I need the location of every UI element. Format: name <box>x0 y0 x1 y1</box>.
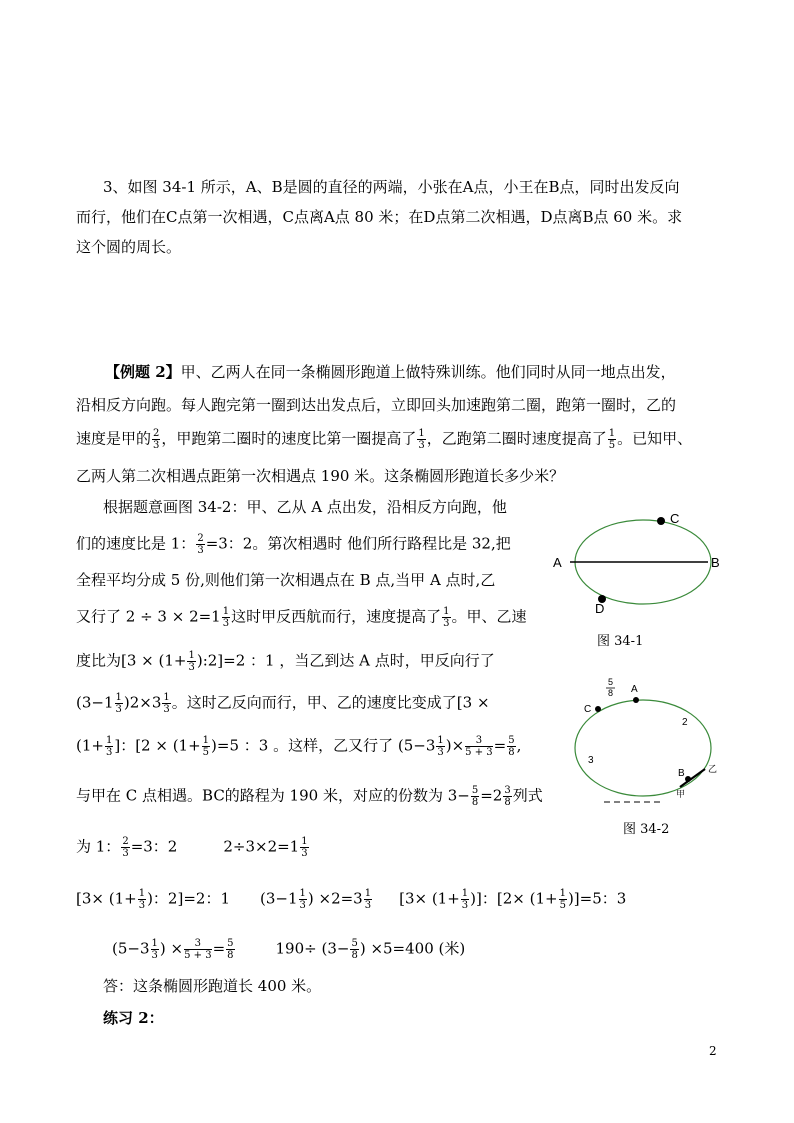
fig2-ellipse <box>575 700 711 796</box>
fraction: $\frac{1}{3}$ <box>188 650 195 673</box>
fraction: $\frac{3}{8}$ <box>504 785 511 808</box>
example2-tag: 【例题 2】 <box>105 363 181 381</box>
fraction: $\frac{5}{8}$ <box>227 938 234 961</box>
fraction: $\frac{1}{3}$ <box>138 888 146 911</box>
example2-line1 <box>105 362 676 382</box>
problem3-line2: 而行，他们在C点第一次相遇，C点离A点 80 米；在D点第二次相遇，D点离B点 60 米。求 <box>76 208 683 226</box>
sol-line2: 们的速度比是 1： $\frac{2}{3}$ =3：2。第次相遇时 他们所行路程比是 32,把 <box>76 533 511 556</box>
fraction: $\frac{5}{8}$ <box>471 785 479 808</box>
fraction: $\frac{1}{3}$ <box>115 692 122 715</box>
fraction: $\frac{1}{3}$ <box>301 836 308 859</box>
fraction: $\frac{1}{3}$ <box>437 735 444 758</box>
fig2-label-jia: 甲 <box>676 789 686 799</box>
sol-line3: 全程平均分成 5 份,则他们第一次相遇点在 B 点,当甲 A 点时,乙 <box>76 571 496 589</box>
fraction: $\frac{2}{3}$ <box>122 836 129 859</box>
fraction: $\frac{1}{3}$ <box>105 735 113 758</box>
sol-line9: 为 1： $\frac{2}{3}$ =3：2 2÷3×2=1 $\frac{1}{3}$ <box>76 836 308 859</box>
fraction: $\frac{1}{3}$ <box>151 938 158 961</box>
fig2-label-a: A <box>631 684 638 695</box>
fig1-label-c: C <box>670 511 680 526</box>
fraction: $\frac{1}{5}$ <box>202 735 210 758</box>
fig1-label-d: D <box>595 601 605 616</box>
example2-line2: 沿相反方向跑。每人跑完第一圈到达出发点后，立即回头加速跑第二圈，跑第一圈时，乙的 <box>76 396 677 414</box>
fig2-frac-d: 8 <box>608 688 614 698</box>
fig2-frac-n: 5 <box>608 677 614 687</box>
text: ，乙跑第二圈时速度提高了 <box>426 429 607 448</box>
text: 速度是甲的 <box>76 429 152 448</box>
fraction: $\frac{1}{3}$ <box>418 428 425 451</box>
sol-line8: 与甲在 C 点相遇。BC的路程为 190 米，对应的份数为 3− $\frac{5}{8}$ =2 $\frac{3}{8}$ 列式 <box>76 785 543 808</box>
fig1-caption: 图 34-1 <box>597 634 644 649</box>
fraction: $\frac{1}{5}$ <box>608 428 616 451</box>
fig2-point-a <box>633 697 639 703</box>
problem3-line3: 这个圆的周长。 <box>76 238 182 256</box>
fig2-label-3: 3 <box>588 755 594 766</box>
fig2-label-yi: 乙 <box>708 764 718 774</box>
sol-line10: [3× (1+ $\frac{1}{3}$ )：2]=2：1 (3−1 $\frac{1}{3}$ ) ×2=3 $\frac{1}{3}$ [3× (1+ $\frac{1}{3}$ )]：[2× (1+ $\frac{1}{5}$ )]=5：3 <box>76 888 627 911</box>
example2-line4: 乙两人第二次相遇点距第一次相遇点 190 米。这条椭圆形跑道长多少米？ <box>76 467 565 485</box>
figure-34-2 <box>570 675 730 805</box>
sol-line4: 又行了 2 ÷ 3 × 2=1 $\frac{1}{3}$ 这时甲反西航而行，速度提高了 $\frac{1}{3}$ 。甲、乙速 <box>76 606 527 629</box>
fig2-label-2: 2 <box>682 717 688 728</box>
fraction: $\frac{2}{3}$ <box>153 428 160 451</box>
fig1-label-a: A <box>553 555 562 570</box>
problem3-line1: 3、如图 34-1 所示，A、B是圆的直径的两端，小张在A点，小王在B点，同时出发反向 <box>103 178 680 196</box>
fig2-label-c: C <box>584 704 592 715</box>
page-number: 2 <box>709 1044 717 1058</box>
answer-line: 答：这条椭圆形跑道长 400 米。 <box>103 977 322 995</box>
sol-line5: 度比为[3 × (1+ $\frac{1}{3}$ ):2]=2 ：1 ，当乙到达 A 点时，甲反向行了 <box>76 650 495 673</box>
sol-line6: (3−1 $\frac{1}{3}$ )2×3 $\frac{1}{3}$ 。这时乙反向而行，甲、乙的速度比变成了[3 × <box>76 692 490 715</box>
fig1-point-c <box>657 517 665 525</box>
fraction: $\frac{1}{5}$ <box>559 888 566 911</box>
text: ，甲跑第二圈时的速度比第一圈提高了 <box>161 429 417 448</box>
fraction: $\frac{5}{8}$ <box>351 938 358 961</box>
sol-line1: 根据题意画图 34-2：甲、乙从 A 点出发，沿相反方向跑，他 <box>103 498 507 516</box>
text: 。已知甲、 <box>617 429 693 448</box>
fig2-point-c <box>595 706 601 712</box>
fig2-label-b: B <box>678 768 685 779</box>
fraction: $\frac{1}{3}$ <box>299 888 306 911</box>
figure-34-1 <box>545 505 735 617</box>
fraction: $\frac{1}{3}$ <box>443 606 450 629</box>
fig1-label-b: B <box>711 555 720 570</box>
fraction: $\frac{1}{3}$ <box>163 692 170 715</box>
fraction: $\frac{1}{3}$ <box>364 888 372 911</box>
fraction: $\frac{1}{3}$ <box>461 888 469 911</box>
fraction: $\frac{1}{3}$ <box>222 606 230 629</box>
fraction: $\frac{3}{5 + 3}$ <box>184 938 212 961</box>
sol-line11: (5−3 $\frac{1}{3}$ ) × $\frac{3}{5 + 3}$ = $\frac{5}{8}$ 190÷ (3− $\frac{5}{8}$ ) ×5=400 (米) <box>112 938 466 961</box>
sol-line7: (1+ $\frac{1}{3}$ ]：[2 × (1+ $\frac{1}{5}$ )=5 ：3 。这样，乙又行了 (5−3 $\frac{1}{3}$ )× $\frac{3}{5 + 3}$ = $\frac{5}{8}$ , <box>76 735 522 758</box>
fraction: $\frac{2}{3}$ <box>197 533 204 556</box>
fraction: $\frac{5}{8}$ <box>508 735 515 758</box>
practice-heading: 练习 2： <box>103 1009 164 1027</box>
fraction: $\frac{3}{5 + 3}$ <box>465 735 493 758</box>
example2-line3 <box>76 428 692 451</box>
example2-text: 甲、乙两人在同一条椭圆形跑道上做特殊训练。他们同时从同一地点出发， <box>180 363 676 381</box>
fig2-caption: 图 34-2 <box>623 822 670 837</box>
